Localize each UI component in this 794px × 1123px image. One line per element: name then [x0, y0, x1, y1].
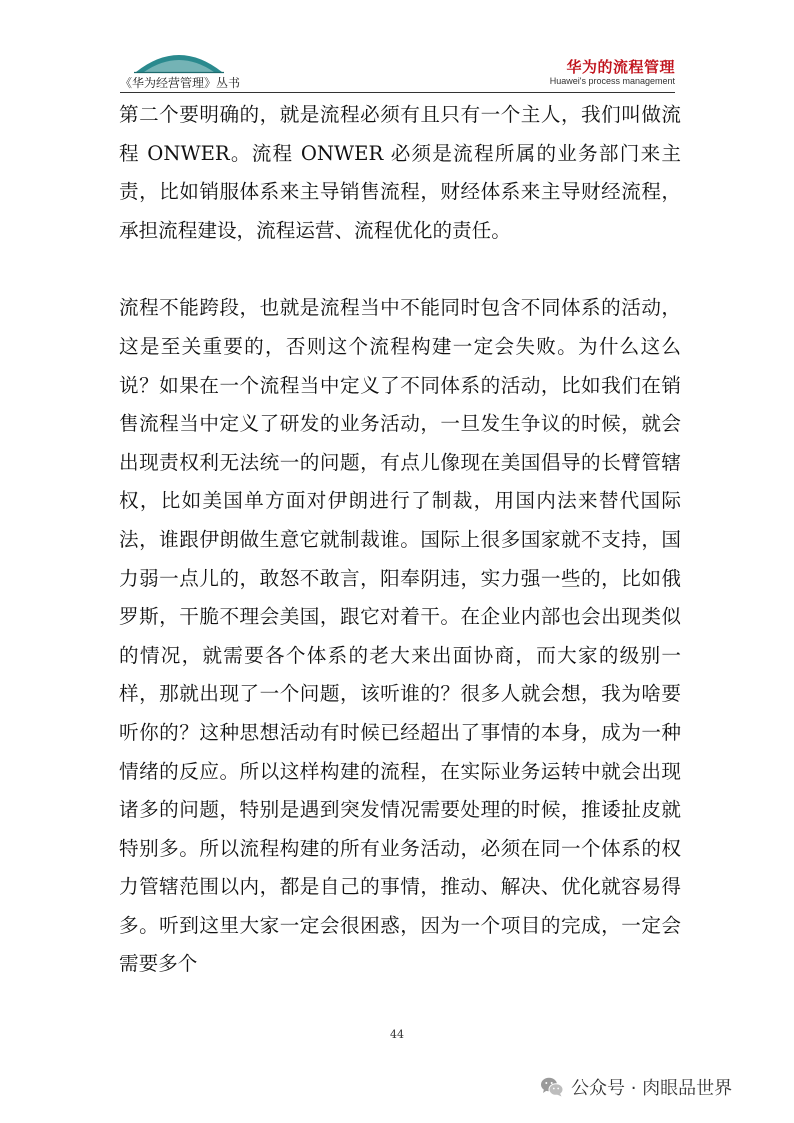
page-number: 44: [390, 1028, 404, 1041]
paragraph-spacing: [119, 250, 681, 289]
paragraph-2: 流程不能跨段，也就是流程当中不能同时包含不同体系的活动，这是至关重要的，否则这个流程构建一定会失败。为什么这么说？如果在一个流程当中定义了不同体系的活动，比如我们在销售流程当中定义了研发的业务活动，一旦发生争议的时候，就会出现责权利无法统一的问题，有点儿像现在美国倡导的长臂管辖权，比如美国单方面对伊朗进行了制裁，用国内法来替代国际法，谁跟伊朗做生意它就制裁谁。国际上很多国家就不支持，国力弱一点儿的，敢怒不敢言，阳奉阴违，实力强一些的，比如俄罗斯，干脆不理会美国，跟它对着干。在企业内部也会出现类似的情况，就需要各个体系的老大来出面协商，而大家的级别一样，那就出现了一个问题，该听谁的？很多人就会想，我为啥要听你的？这种思想活动有时候已经超出了事情的本身，成为一种情绪的反应。所以这样构建的流程，在实际业务运转中就会出现诸多的问题，特别是遇到突发情况需要处理的时候，推诿扯皮就特别多。所以流程构建的所有业务活动，必须在同一个体系的权力管辖范围以内，都是自己的事情，推动、解决、优化就容易得多。听到这里大家一定会很困惑，因为一个项目的完成，一定会需要多个: [119, 296, 681, 976]
wechat-watermark: [540, 1072, 732, 1102]
page-header: [120, 44, 675, 94]
paragraph-1: 第二个要明确的，就是流程必须有且只有一个主人，我们叫做流程 ONWER。流程 ONWER 必须是流程所属的业务部门来主责，比如销服体系来主导销售流程，财经体系来主导财经流程，承担流程建设，流程运营、流程优化的责任。: [119, 103, 681, 242]
header-divider: [120, 92, 675, 93]
huawei-roof-logo: [134, 44, 224, 74]
main-text: [119, 96, 681, 984]
series-title: 《华为经营管理》丛书: [120, 76, 241, 90]
book-title-english: Huawei's process management: [549, 76, 675, 86]
book-title: 华为的流程管理: [566, 58, 675, 76]
wechat-icon: [540, 1076, 564, 1098]
watermark-text: 公众号 · 肉眼品世界: [571, 1078, 733, 1099]
